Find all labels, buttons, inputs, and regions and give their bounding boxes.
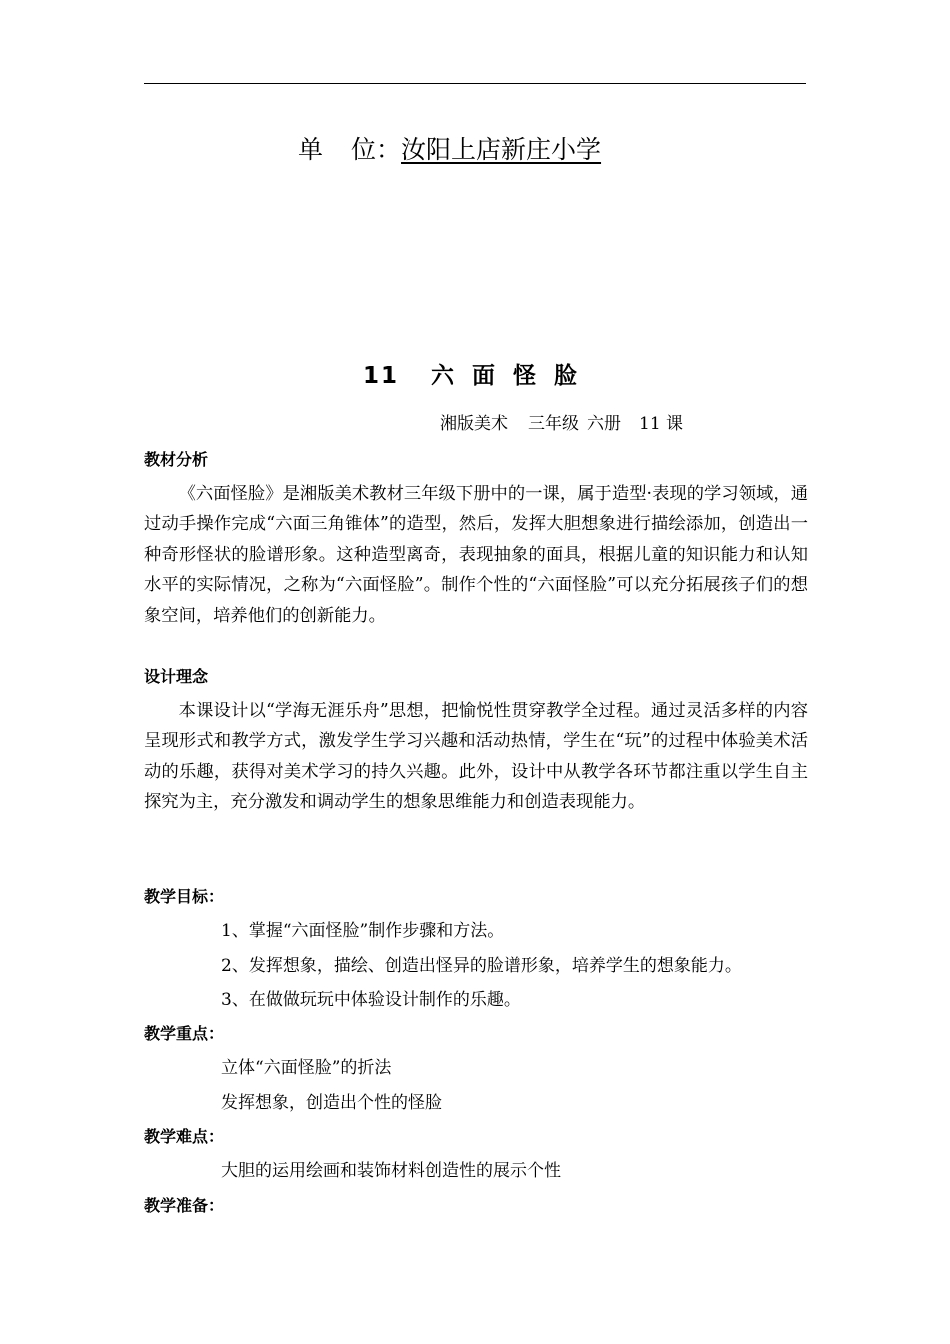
heading-goals: 教学目标：	[144, 887, 225, 906]
unit-line	[298, 134, 601, 166]
title-char: 怪	[513, 363, 538, 389]
header-rule	[144, 83, 806, 84]
subtitle-lesson: 11 课	[639, 414, 684, 434]
paragraph-concept: 本课设计以“学海无涯乐舟”思想，把愉悦性贯穿教学全过程。通过灵活多样的内容呈现形式和教学方式，激发学生学习兴趣和活动热情，学生在“玩”的过程中体验美术活动的乐趣，获得对美术学习的持久兴趣。此外，设计中从教学各环节都注重以学生自主探究为主，充分激发和调动学生的想象思维能力和创造表现能力。	[144, 701, 808, 813]
lesson-title	[0, 360, 950, 392]
lesson-subtitle	[440, 412, 683, 436]
subtitle-grade: 三年级	[528, 414, 579, 434]
paragraph-analysis: 《六面怪脸》是湘版美术教材三年级下册中的一课，属于造型·表现的学习领域，通过动手操作完成“六面三角锥体”的造型，然后，发挥大胆想象进行描绘添加，创造出一种奇形怪状的脸谱形象。这种造型离奇，表现抽象的面具，根据儿童的知识能力和认知水平的实际情况，之称为“六面怪脸”。制作个性的“六面怪脸”可以充分拓展孩子们的想象空间，培养他们的创新能力。	[144, 484, 808, 626]
unit-value: 汝阳上店新庄小学	[401, 135, 602, 164]
difficulty-1: 大胆的运用绘画和装饰材料创造性的展示个性	[221, 1161, 561, 1181]
title-char: 面	[472, 363, 497, 389]
key-point-1: 立体“六面怪脸”的折法	[221, 1058, 392, 1078]
heading-preparation: 教学准备：	[144, 1196, 225, 1215]
lesson-number: 11	[362, 363, 399, 389]
subtitle-volume: 六册	[587, 414, 621, 434]
unit-label: 单	[298, 135, 324, 164]
unit-label-2: 位：	[351, 135, 402, 164]
goal-item-3: 3、在做做玩玩中体验设计制作的乐趣。	[221, 990, 521, 1010]
subtitle-publisher: 湘版美术	[440, 414, 508, 434]
key-point-2: 发挥想象，创造出个性的怪脸	[221, 1093, 442, 1113]
heading-analysis: 教材分析	[144, 450, 209, 469]
title-char: 六	[431, 363, 456, 389]
title-char: 脸	[554, 363, 579, 389]
goal-item-1: 1、掌握“六面怪脸”制作步骤和方法。	[221, 921, 505, 941]
heading-difficulties: 教学难点：	[144, 1127, 225, 1146]
heading-key-points: 教学重点：	[144, 1024, 225, 1043]
heading-concept: 设计理念	[144, 667, 209, 686]
goal-item-2: 2、发挥想象，描绘、创造出怪异的脸谱形象，培养学生的想象能力。	[221, 956, 742, 976]
